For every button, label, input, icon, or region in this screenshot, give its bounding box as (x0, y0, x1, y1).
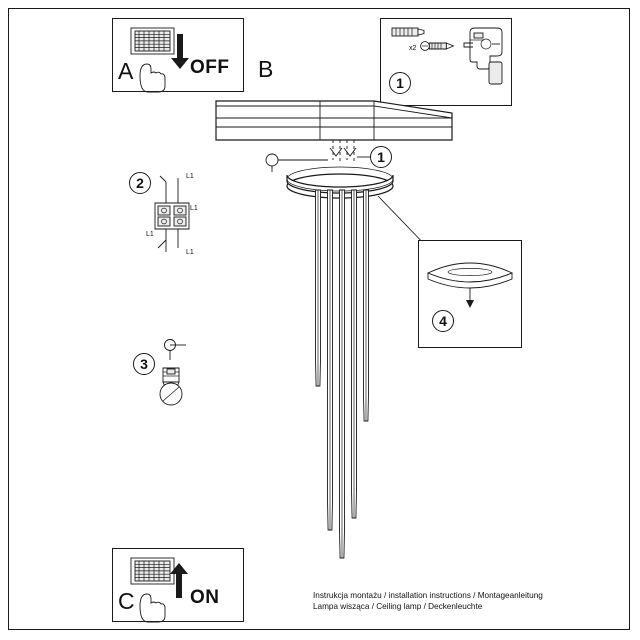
step-2-callout: 2 (129, 172, 151, 194)
footer-line-2: Lampa wisząca / Ceiling lamp / Deckenleuchte (313, 602, 483, 611)
section-c-state-label: ON (190, 587, 220, 608)
section-a-state-label: OFF (190, 57, 230, 78)
step-1-callout: 1 (389, 72, 411, 94)
step-1-quantity-label: x2 (409, 45, 417, 52)
wall-switch-on-icon (131, 558, 188, 622)
step-2-terminal-label-1: L1 (186, 173, 194, 180)
step-2-terminal-label-2: L1 (190, 205, 198, 212)
footer-line-1: Instrukcja montażu / installation instructions / Montageanleitung (313, 591, 543, 600)
step-2-terminal-label-4: L1 (186, 249, 194, 256)
callout-ceiling-bracket: 1 (370, 146, 392, 168)
section-a-letter: A (118, 58, 134, 84)
step-3-callout: 3 (133, 353, 155, 375)
section-c-letter: C (118, 588, 136, 614)
section-b-letter: B (258, 56, 274, 82)
step-2-terminal-label-3: L1 (146, 231, 154, 238)
step-4-callout: 4 (432, 310, 454, 332)
